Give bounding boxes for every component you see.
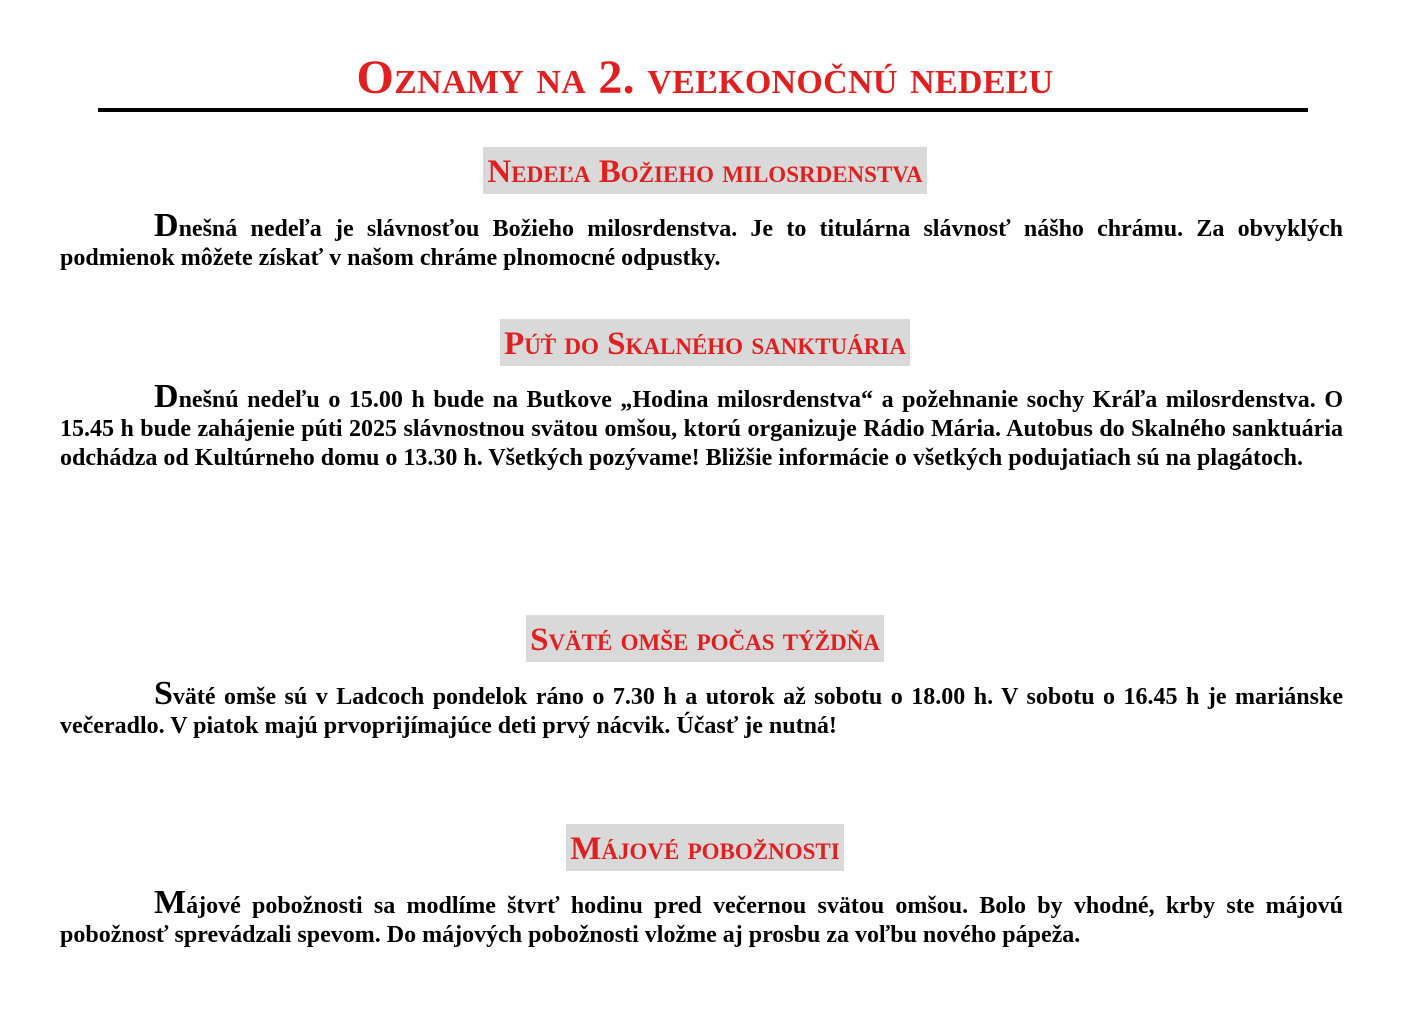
paragraph-text: nešná nedeľa je slávnosťou Božieho milosrdenstva. Je to titulárna slávnosť nášho chrámu. Za obvyklých podmienok môžete získať v našom chráme plnomocné odpustky. <box>60 216 1343 271</box>
section-heading-row <box>0 147 1410 194</box>
section-paragraph <box>60 884 1343 950</box>
paragraph-text: ájové pobožnosti sa modlíme štvrť hodinu pred večernou svätou omšou. Bolo by vhodné, krby ste májovú pobožnosť sprevádzali spevom. Do májových pobožnosti vložme aj prosbu za voľbu nového pápeža. <box>60 893 1343 948</box>
drop-cap-letter: D <box>154 207 179 244</box>
section-heading: Nedeľa Božieho milosrdenstva <box>483 147 926 194</box>
section-heading-row <box>0 615 1410 662</box>
drop-cap-letter: S <box>154 675 173 712</box>
section-heading: Sväté omše počas týždňa <box>526 615 884 662</box>
section-paragraph <box>60 378 1343 473</box>
section-heading: Púť do Skalného sanktuária <box>500 319 910 366</box>
paragraph-text: väté omše sú v Ladcoch pondelok ráno o 7.30 h a utorok až sobotu o 18.00 h. V sobotu o 16.45 h je mariánske večeradlo. V piatok majú prvoprijímajúce deti prvý nácvik. Účasť je nutná! <box>60 684 1343 739</box>
page-title: Oznamy na 2. veľkonočnú nedeľu <box>356 51 1054 104</box>
drop-cap-letter: M <box>154 884 187 921</box>
section-paragraph <box>60 675 1343 741</box>
section-heading-row <box>0 824 1410 871</box>
section-paragraph <box>60 207 1343 273</box>
section-heading-row <box>0 319 1410 366</box>
drop-cap-letter: D <box>154 378 179 415</box>
section-heading: Májové pobožnosti <box>566 824 843 871</box>
title-underline <box>98 108 1308 112</box>
paragraph-text: nešnú nedeľu o 15.00 h bude na Butkove „Hodina milosrdenstva“ a požehnanie sochy Kráľa milosrdenstva. O 15.45 h bude zahájenie púti 2025 slávnostnou svätou omšou, ktorú organizuje Rádio Mária. Autobus do Skalného sanktuária odchádza od Kultúrneho domu o 13.30 h. Všetkých pozývame! Bližšie informácie o všetkých podujatiach sú na plagátoch. <box>60 387 1343 471</box>
